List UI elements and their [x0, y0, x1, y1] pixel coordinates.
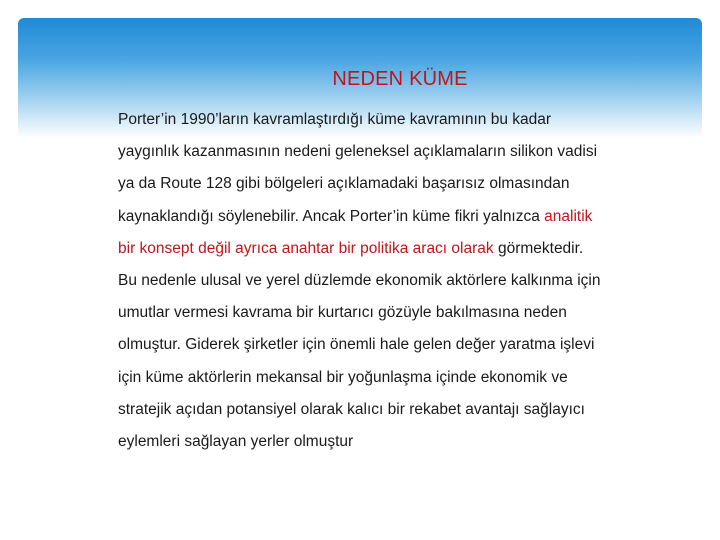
- body-paragraph: [118, 104, 688, 458]
- highlighted-text: bir konsept değil ayrıca anahtar bir politika aracı olarak: [118, 239, 494, 257]
- body-text-segment: için küme aktörlerin mekansal bir yoğunlaşma içinde ekonomik ve: [118, 368, 568, 386]
- body-line: [118, 233, 688, 265]
- body-text-segment: kaynaklandığı söylenebilir. Ancak Porter’in küme fikri yalnızca: [118, 207, 545, 225]
- body-text-segment: Porter’in 1990’ların kavramlaştırdığı küme kavramının bu kadar: [118, 111, 552, 128]
- body-text-segment: olmuştur. Giderek şirketler için önemli hale gelen değer yaratma işlevi: [118, 336, 595, 354]
- body-line: [118, 136, 688, 168]
- body-line: [118, 329, 688, 361]
- body-line: [118, 297, 688, 329]
- body-text-segment: eylemleri sağlayan yerler olmuştur: [118, 433, 354, 451]
- body-line: [118, 426, 688, 458]
- body-text-segment: ya da Route 128 gibi bölgeleri açıklamadaki başarısız olmasından: [118, 175, 570, 193]
- body-text-segment: yaygınlık kazanmasının nedeni geleneksel açıklamaların silikon vadisi: [118, 143, 598, 161]
- body-line: [118, 265, 688, 297]
- body-text-segment: Bu nedenle ulusal ve yerel düzlemde ekonomik aktörlere kalkınma için: [118, 272, 601, 290]
- body-line: [118, 201, 688, 233]
- body-line: [118, 104, 688, 136]
- body-line: [118, 394, 688, 426]
- slide-title-text: NEDEN KÜME: [332, 68, 468, 90]
- body-text-segment: stratejik açıdan potansiyel olarak kalıcı bir rekabet avantajı sağlayıcı: [118, 400, 585, 418]
- body-text-segment: umutlar vermesi kavrama bir kurtarıcı gözüyle bakılmasına neden: [118, 304, 567, 322]
- body-line: [118, 168, 688, 200]
- highlighted-text: analitik: [544, 207, 593, 225]
- slide-title: [0, 68, 720, 91]
- body-text-segment: görmektedir.: [493, 239, 584, 257]
- body-line: [118, 362, 688, 394]
